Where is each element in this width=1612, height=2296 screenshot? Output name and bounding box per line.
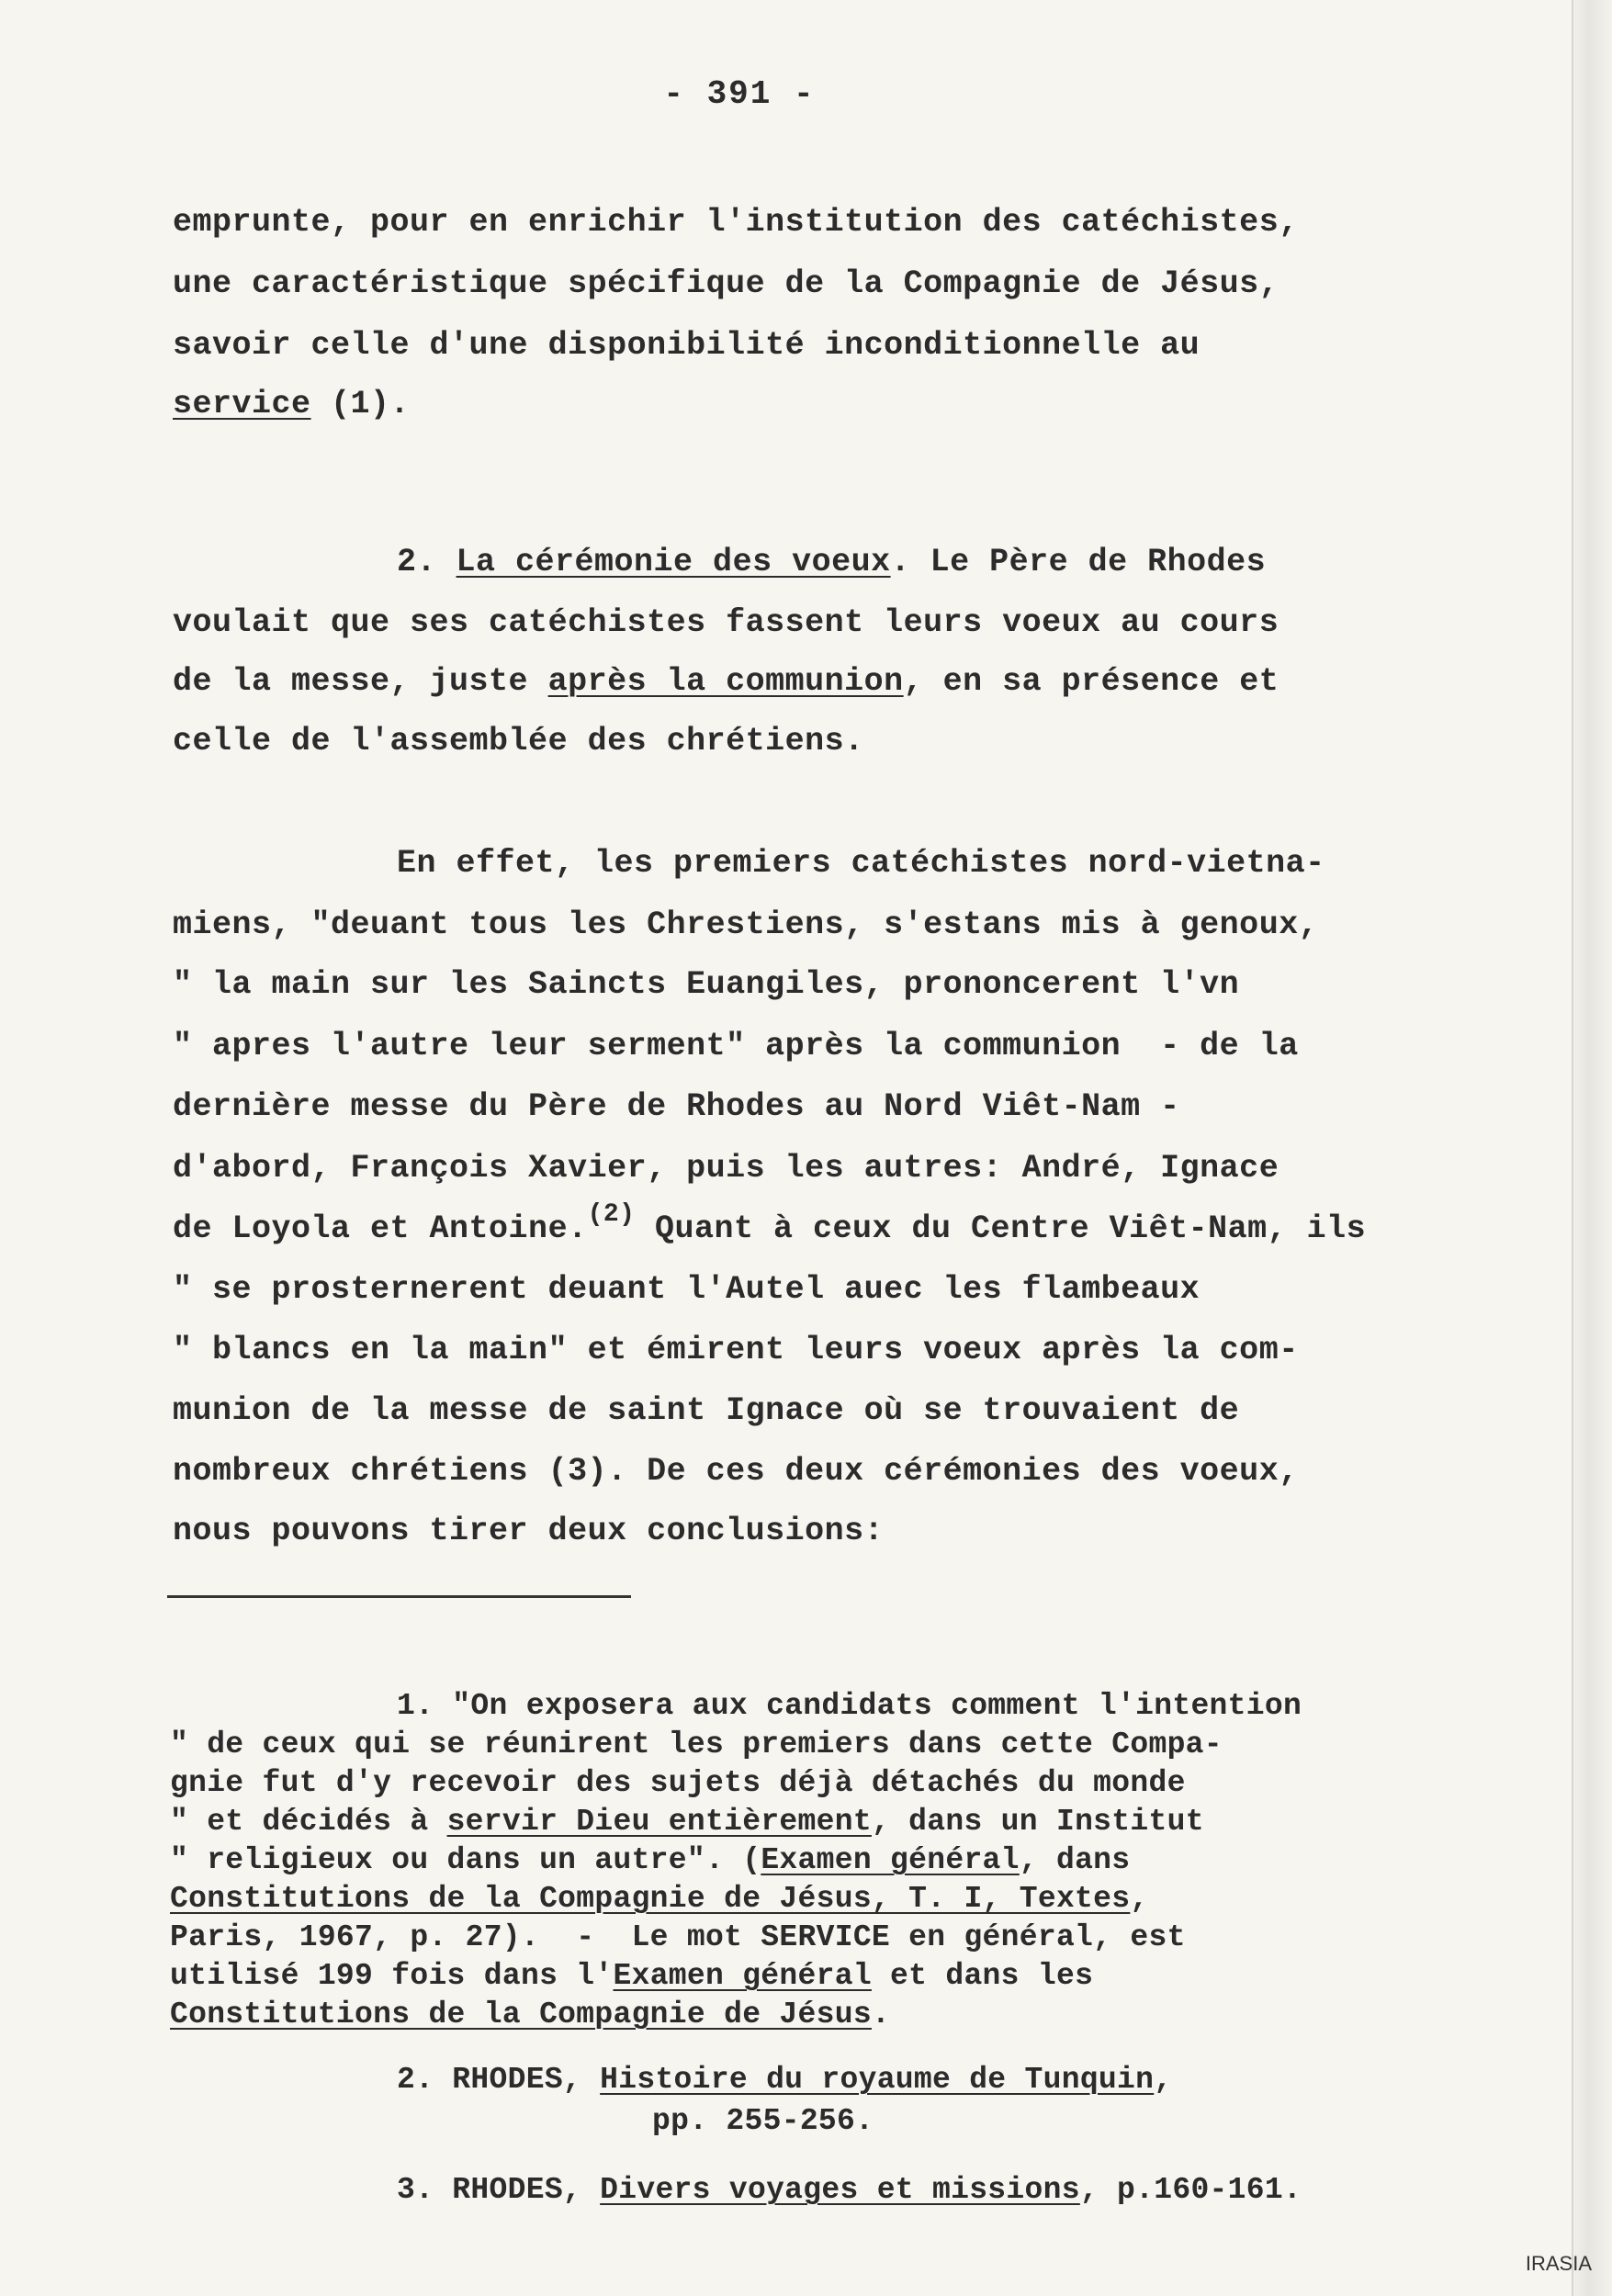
page-edge xyxy=(1572,0,1612,2296)
cited-title: Examen général xyxy=(613,1959,872,1993)
text-line xyxy=(173,384,410,424)
text-fragment: de la messe, juste xyxy=(173,663,548,700)
text-line: " blancs en la main" et émirent leurs voeux après la com- xyxy=(173,1332,1299,1368)
text-line: nous pouvons tirer deux conclusions: xyxy=(173,1513,885,1549)
text-fragment: " et décidés à xyxy=(170,1805,447,1839)
text-line: emprunte, pour en enrichir l'institution des catéchistes, xyxy=(173,204,1299,241)
cited-title: Histoire du royaume de Tunquin xyxy=(600,2063,1155,2097)
underlined-term: servir Dieu entièrement xyxy=(446,1805,872,1839)
text-fragment: , xyxy=(1130,1882,1149,1916)
footnote-line: pp. 255-256. xyxy=(652,2104,874,2138)
underlined-term: service xyxy=(173,386,311,422)
footnote-line: gnie fut d'y recevoir des sujets déjà détachés du monde xyxy=(170,1766,1186,1800)
text-line: dernière messe du Père de Rhodes au Nord Viêt-Nam - xyxy=(173,1088,1180,1125)
underlined-term: après la communion xyxy=(547,663,904,700)
text-fragment: , dans xyxy=(1019,1843,1131,1877)
text-line: En effet, les premiers catéchistes nord-vietna- xyxy=(397,845,1325,882)
text-line: munion de la messe de saint Ignace où se trouvaient de xyxy=(173,1392,1240,1429)
section-number: 2. xyxy=(397,544,457,580)
text-line: " la main sur les Saincts Euangiles, prononcerent l'vn xyxy=(173,966,1240,1003)
text-fragment: et dans les xyxy=(871,1959,1094,1993)
watermark: IRASIA xyxy=(1525,2252,1592,2275)
text-line: nombreux chrétiens (3). De ces deux cérémonies des voeux, xyxy=(173,1453,1299,1490)
text-line xyxy=(173,661,1279,702)
footnote-separator xyxy=(167,1595,631,1598)
text-line: celle de l'assemblée des chrétiens. xyxy=(173,723,864,760)
text-fragment: , en sa présence et xyxy=(903,663,1279,700)
section-title: La cérémonie des voeux xyxy=(456,544,891,580)
text-fragment: , xyxy=(1154,2063,1173,2097)
cited-title: Divers voyages et missions xyxy=(600,2173,1080,2207)
footnote-line xyxy=(397,2062,1172,2099)
cited-title: Constitutions de la Compagnie de Jésus xyxy=(170,1998,872,2032)
text-line: " se prosternerent deuant l'Autel auec les flambeaux xyxy=(173,1271,1201,1308)
footnote-line xyxy=(397,2172,1302,2209)
text-fragment: 2. RHODES, xyxy=(397,2063,601,2097)
text-fragment: utilisé 199 fois dans l' xyxy=(170,1959,614,1993)
text-fragment: 3. RHODES, xyxy=(397,2173,601,2207)
footnote-line: 1. "On exposera aux candidats comment l'intention xyxy=(397,1689,1302,1723)
text-line: savoir celle d'une disponibilité inconditionnelle au xyxy=(173,327,1201,364)
text-fragment: de Loyola et Antoine. xyxy=(173,1210,588,1247)
text-line: " apres l'autre leur serment" après la communion - de la xyxy=(173,1028,1299,1064)
text-fragment: , dans un Institut xyxy=(871,1805,1204,1839)
section-heading-line xyxy=(397,542,1266,582)
page-number: - 391 - xyxy=(663,75,816,113)
text-line: miens, "deuant tous les Chrestiens, s'estans mis à genoux, xyxy=(173,906,1319,943)
text-fragment: (1). xyxy=(310,386,411,422)
text-fragment: " religieux ou dans un autre". ( xyxy=(170,1843,761,1877)
footnote-line xyxy=(170,1804,1204,1840)
footnote-line xyxy=(170,1842,1130,1879)
footnote-line: " de ceux qui se réunirent les premiers dans cette Compa- xyxy=(170,1728,1223,1761)
footnote-line xyxy=(170,1958,1093,1995)
text-fragment: Quant à ceux du Centre Viêt-Nam, ils xyxy=(635,1210,1367,1247)
text-fragment: . xyxy=(871,1998,891,2032)
text-fragment: , p.160-161. xyxy=(1079,2173,1302,2207)
footnote-line: Paris, 1967, p. 27). - Le mot SERVICE en général, est xyxy=(170,1920,1186,1954)
text-fragment: . Le Père de Rhodes xyxy=(890,544,1267,580)
text-line: d'abord, François Xavier, puis les autres: André, Ignace xyxy=(173,1150,1279,1187)
footnote-reference: (2) xyxy=(587,1200,636,1229)
footnote-line xyxy=(170,1997,890,2033)
text-line: voulait que ses catéchistes fassent leurs voeux au cours xyxy=(173,604,1279,641)
text-line xyxy=(173,1200,1367,1252)
footnote-line xyxy=(170,1881,1148,1918)
cited-title: Examen général xyxy=(761,1843,1020,1877)
text-line: une caractéristique spécifique de la Compagnie de Jésus, xyxy=(173,265,1279,302)
cited-title: Constitutions de la Compagnie de Jésus, T. I, Textes xyxy=(170,1882,1131,1916)
